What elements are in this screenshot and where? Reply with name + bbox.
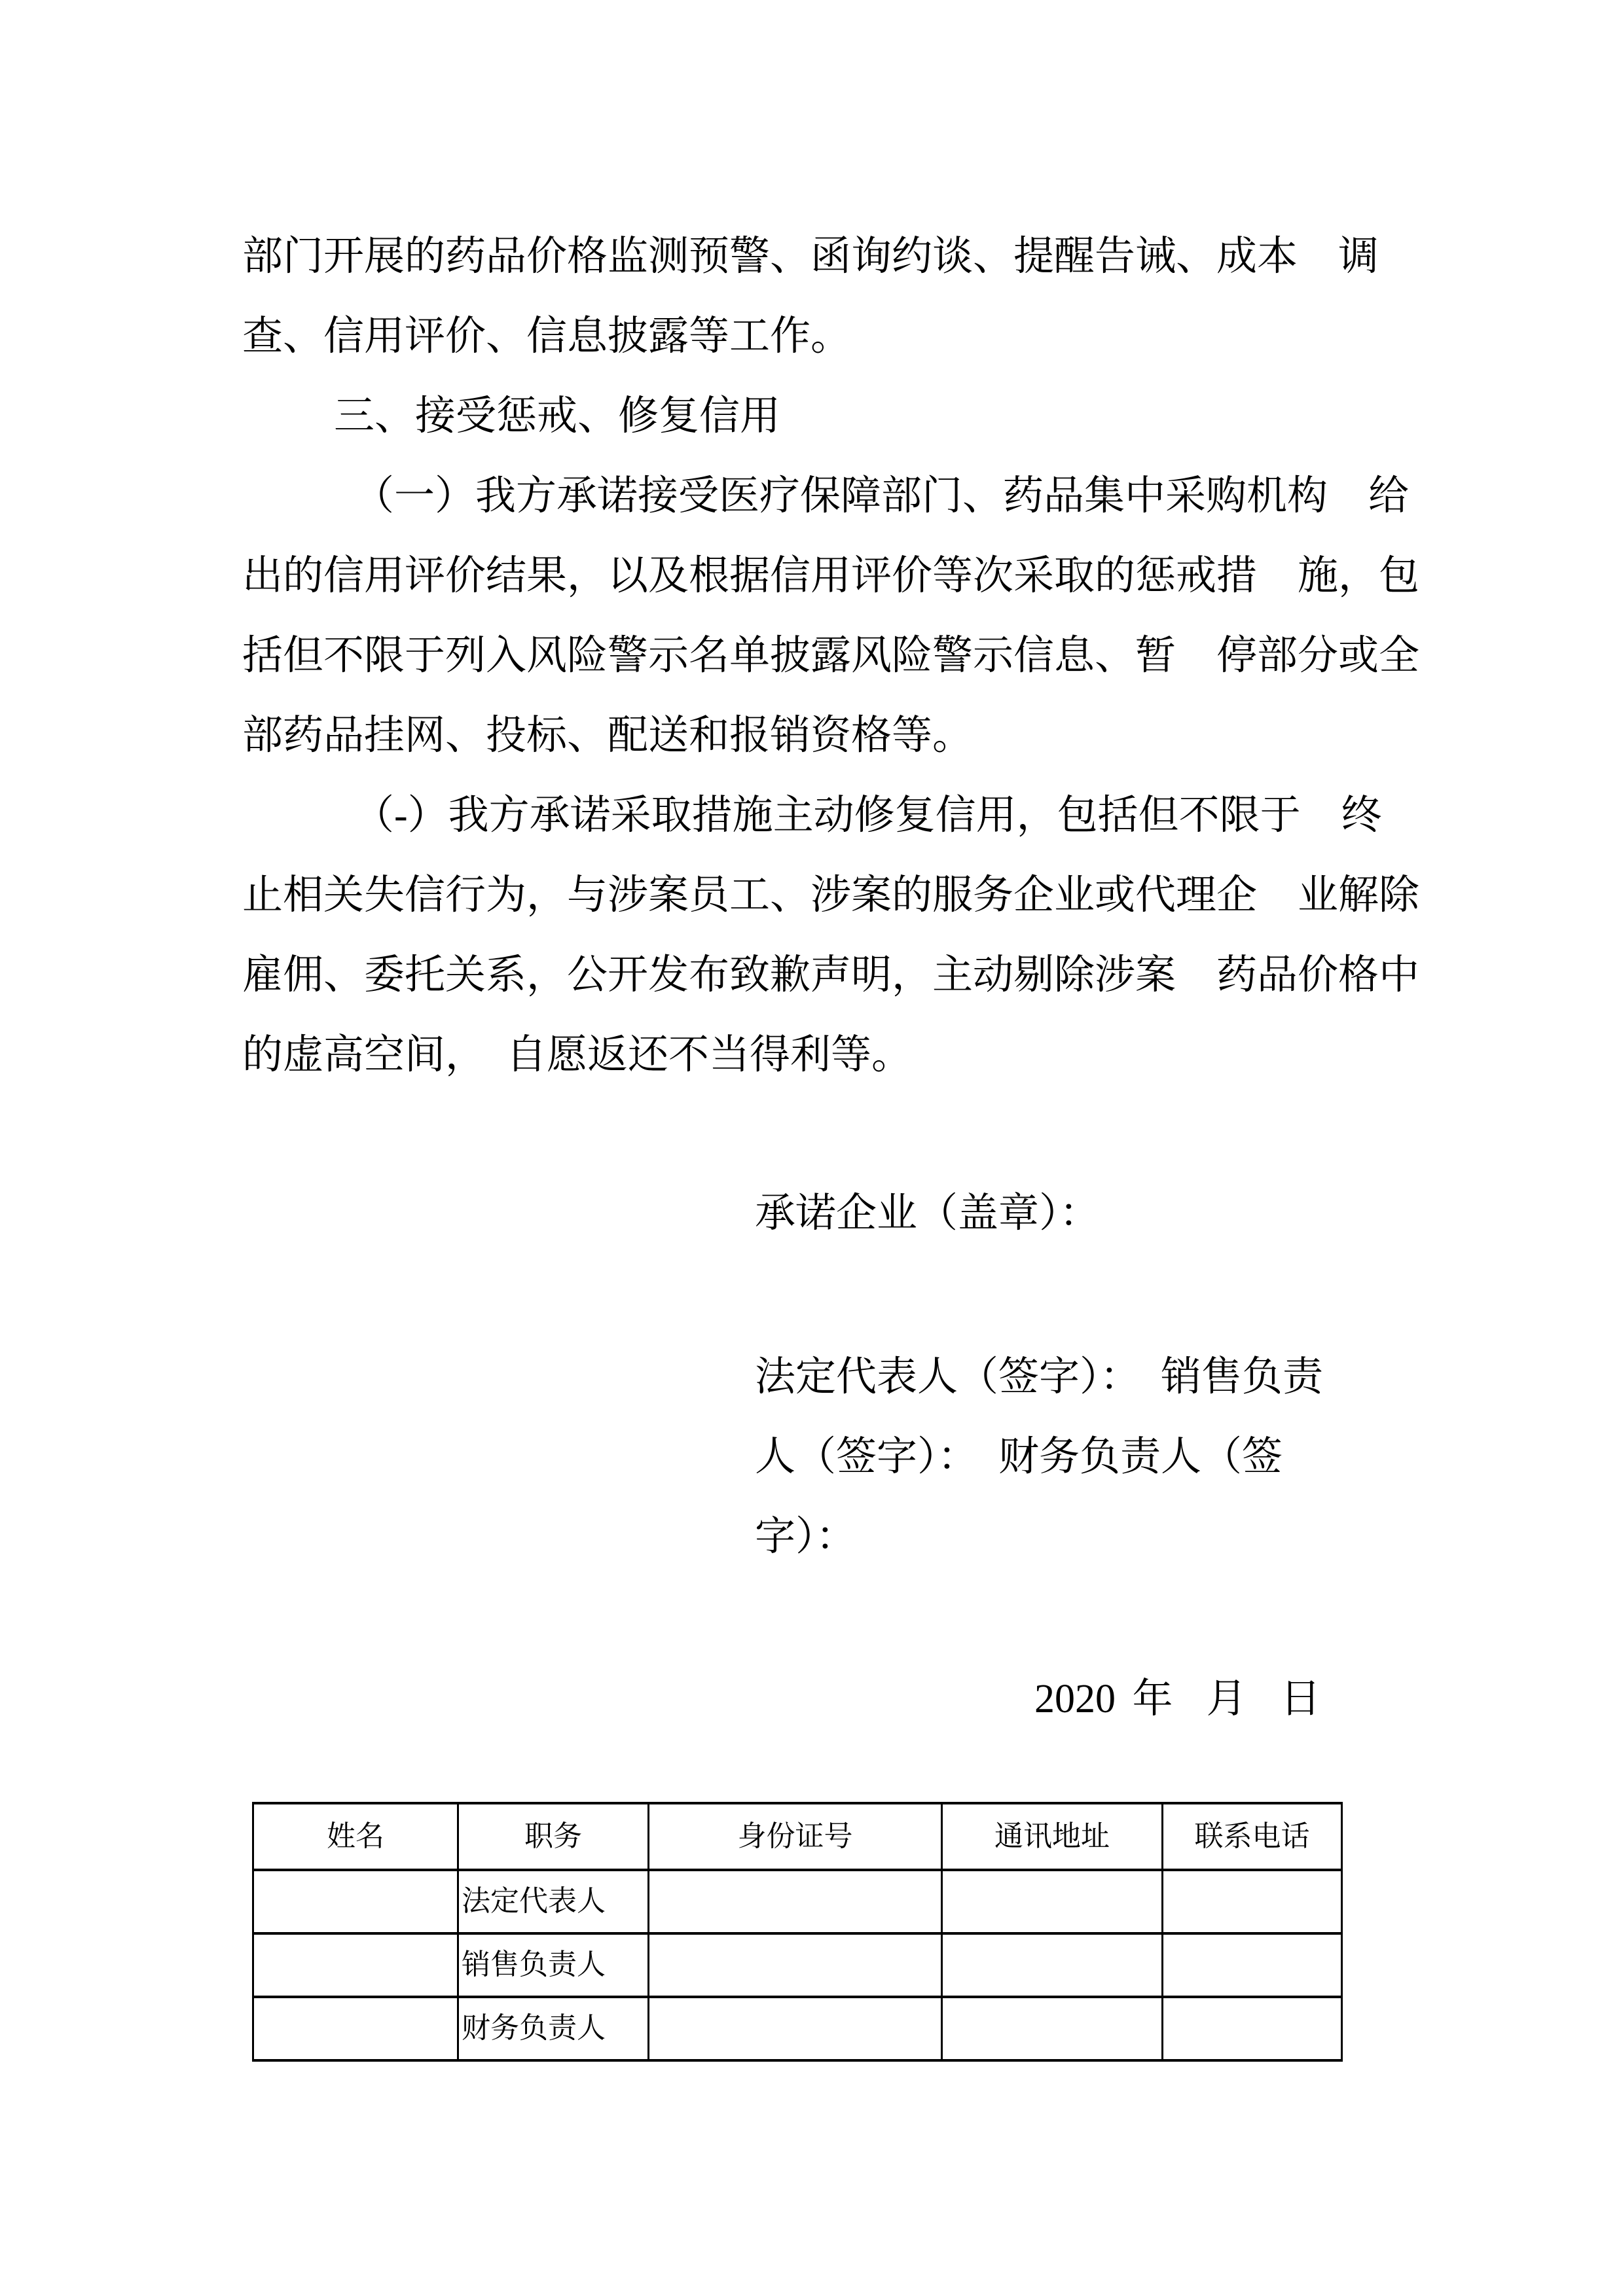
cell-role: 销售负责人 bbox=[458, 1933, 649, 1997]
cell-id-number bbox=[649, 1997, 942, 2060]
table-header-row bbox=[253, 1803, 1342, 1870]
company-seal-label: 承诺企业（盖章）： bbox=[755, 1191, 1101, 1236]
section-heading-line: 三、接受惩戒、修复信用 bbox=[334, 394, 781, 439]
cell-id-number bbox=[649, 1870, 942, 1933]
table-row bbox=[253, 1933, 1342, 1997]
cell-role: 法定代表人 bbox=[458, 1870, 649, 1933]
body-line: （一）我方承诺接受医疗保障部门、药品集中采购机构 给 bbox=[354, 474, 1410, 518]
cell-role: 财务负责人 bbox=[458, 1997, 649, 2060]
header-phone: 联系电话 bbox=[1163, 1803, 1342, 1870]
header-address: 通讯地址 bbox=[942, 1803, 1163, 1870]
body-line: 部药品挂网、投标、配送和报销资格等。 bbox=[242, 713, 974, 758]
cell-address bbox=[942, 1933, 1163, 1997]
body-line: 止相关失信行为，与涉案员工、涉案的服务企业或代理企 业解除 bbox=[242, 873, 1420, 918]
cell-phone bbox=[1163, 1870, 1342, 1933]
body-line: （-）我方承诺采取措施主动修复信用，包括但不限于 终 bbox=[354, 793, 1382, 838]
table-row bbox=[253, 1870, 1342, 1933]
cell-phone bbox=[1163, 1997, 1342, 2060]
signer-line: 字）： bbox=[755, 1515, 857, 1559]
body-line: 雇佣、委托关系，公开发布致歉声明，主动剔除涉案 药品价格中 bbox=[242, 953, 1420, 997]
header-role: 职务 bbox=[458, 1803, 649, 1870]
cell-address bbox=[942, 1997, 1163, 2060]
body-line: 查、信用评价、信息披露等工作。 bbox=[242, 314, 852, 359]
contact-table bbox=[252, 1802, 1343, 2062]
cell-name bbox=[253, 1933, 458, 1997]
body-text-block bbox=[242, 217, 1420, 1095]
header-id-number: 身份证号 bbox=[649, 1803, 942, 1870]
signer-signature-block bbox=[755, 1337, 1475, 1577]
body-line: 部门开展的药品价格监测预警、函询约谈、提醒告诫、成本 调 bbox=[242, 234, 1379, 279]
body-line: 的虚高空间， 自愿返还不当得利等。 bbox=[242, 1033, 913, 1077]
body-line: 出的信用评价结果，以及根据信用评价等次采取的惩戒措 施，包 bbox=[242, 554, 1420, 598]
signer-line: 人（签字）： 财务负责人（签 bbox=[755, 1435, 1283, 1479]
date-line: 2020 年 月 日 bbox=[1034, 1677, 1321, 1721]
table-row bbox=[253, 1997, 1342, 2060]
cell-phone bbox=[1163, 1933, 1342, 1997]
cell-name bbox=[253, 1870, 458, 1933]
cell-address bbox=[942, 1870, 1163, 1933]
header-name: 姓名 bbox=[253, 1803, 458, 1870]
body-line: 括但不限于列入风险警示名单披露风险警示信息、暂 停部分或全 bbox=[242, 634, 1420, 678]
cell-name bbox=[253, 1997, 458, 2060]
signer-line: 法定代表人（签字）： 销售负责 bbox=[755, 1355, 1324, 1399]
cell-id-number bbox=[649, 1933, 942, 1997]
